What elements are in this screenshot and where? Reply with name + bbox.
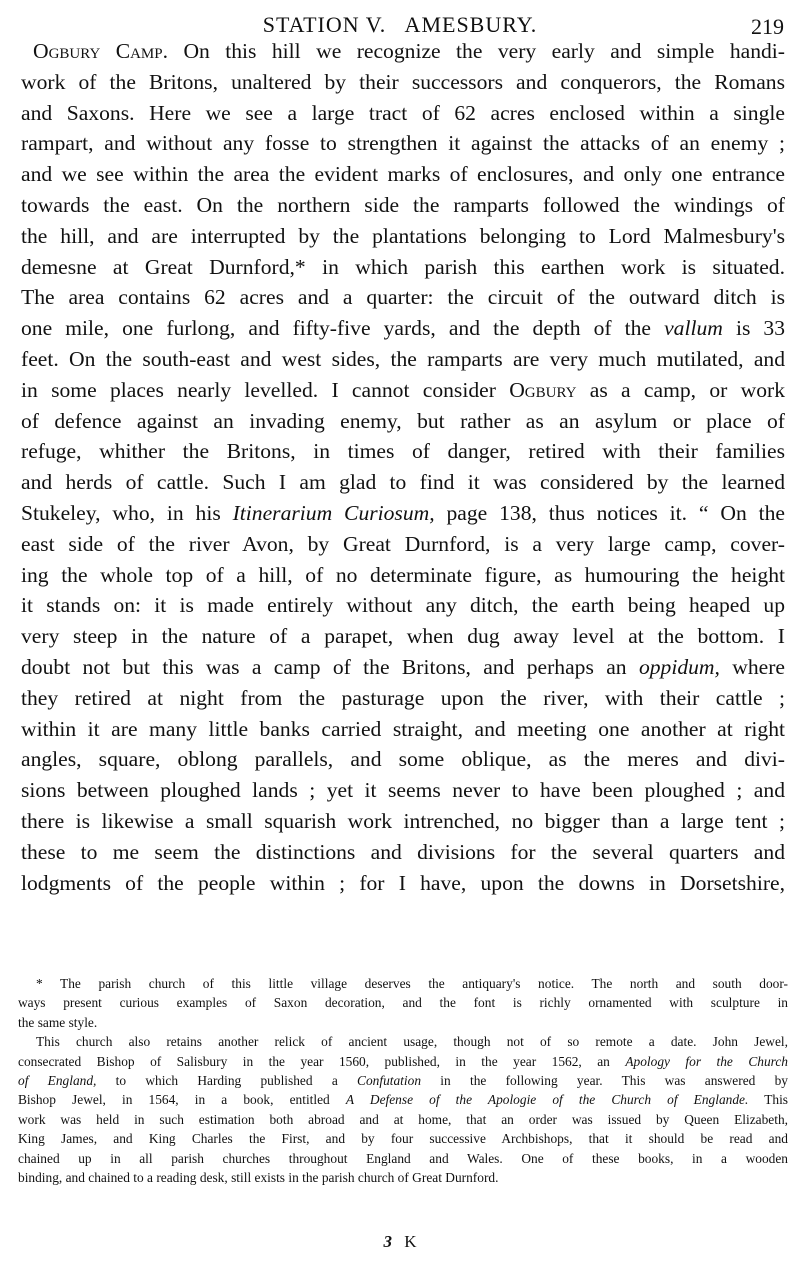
text-line <box>21 560 785 591</box>
page-number: 219 <box>751 14 784 39</box>
text-run: refuge, whither the Britons, in times of danger, retired with their families <box>21 439 785 464</box>
text-line <box>21 313 785 344</box>
text-line <box>21 282 785 313</box>
footnote-line <box>18 1032 788 1051</box>
footnote-line <box>18 1129 788 1148</box>
text-line <box>21 128 785 159</box>
main-text <box>21 36 785 898</box>
text-line <box>21 467 785 498</box>
text-line <box>21 683 785 714</box>
text-run: lodgments of the people within ; for I have, upon the downs in Dorsetshire, <box>21 870 785 895</box>
footnote-line <box>18 974 788 993</box>
italic-text: Itinerarium Curiosum, <box>232 500 435 525</box>
signature-number: 3 <box>383 1232 392 1251</box>
text-run: This church also retains another relick of ancient usage, though not of so remote a date. John Jewel, <box>36 1034 788 1050</box>
printer-signature <box>0 1232 800 1252</box>
text-run: towards the east. On the northern side the ramparts followed the windings of <box>21 192 785 217</box>
text-run: and we see within the area the evident marks of enclosures, and only one entrance <box>21 162 785 187</box>
text-run: it stands on: it is made entirely without any ditch, the earth being heaped up <box>21 593 785 618</box>
text-run: is 33 <box>722 316 786 341</box>
italic-text: of England, <box>18 1073 97 1089</box>
text-run: and Saxons. Here we see a large tract of 62 acres enclosed within a single <box>21 100 785 125</box>
text-line <box>21 868 785 899</box>
text-run: there is likewise a small squarish work intrenched, no bigger than a large tent ; <box>21 808 785 833</box>
text-line <box>21 590 785 621</box>
text-line <box>21 498 785 529</box>
text-run: within it are many little banks carried straight, and meeting one another at right <box>21 716 785 741</box>
text-line <box>21 375 785 406</box>
text-line <box>21 190 785 221</box>
text-line <box>21 98 785 129</box>
footnote-line <box>18 1090 788 1109</box>
text-run: binding, and chained to a reading desk, still exists in the parish church of Great Durnford. <box>18 1170 499 1186</box>
italic-text: Apology for the Church <box>625 1053 789 1069</box>
footnotes <box>18 974 788 1187</box>
footnote-line <box>18 1052 788 1071</box>
text-line <box>21 621 785 652</box>
text-line <box>21 806 785 837</box>
text-run: of defence against an invading enemy, but rather as an asylum or place of <box>21 408 785 433</box>
text-line <box>21 36 785 67</box>
text-run: Stukeley, who, in his <box>21 500 233 525</box>
text-line <box>21 837 785 868</box>
signature-letter: K <box>404 1232 417 1251</box>
text-run: sions between ploughed lands ; yet it seems never to have been ploughed ; and <box>21 778 785 803</box>
text-line <box>21 714 785 745</box>
text-run: feet. On the south-east and west sides, the ramparts are very much mutilated, and <box>21 346 785 371</box>
text-run: east side of the river Avon, by Great Durnford, is a very large camp, cover- <box>21 531 785 556</box>
text-run: doubt not but this was a camp of the Britons, and perhaps an <box>21 654 639 679</box>
text-run: in some places nearly levelled. I cannot consider <box>21 377 510 402</box>
text-run: On this hill we recognize the very early and simple handi- <box>168 39 785 63</box>
italic-text: vallum <box>664 316 723 341</box>
italic-text: A Defense of the Apologie of the Church of Englande. <box>345 1092 749 1108</box>
running-title: STATION V. AMESBURY. <box>262 12 538 37</box>
text-run: King James, and King Charles the First, and by four successive Archbishops, that it should be read and <box>18 1131 788 1147</box>
small-caps-text: Ogbury <box>509 377 577 402</box>
italic-text: oppidum, <box>638 654 720 679</box>
text-run: This <box>748 1092 789 1108</box>
text-run: consecrated Bishop of Salisbury in the year 1560, published, in the year 1562, an <box>18 1053 626 1069</box>
text-run: ways present curious examples of Saxon decoration, and the font is richly ornamented with sculpture in <box>18 995 788 1011</box>
text-run: in the following year. This was answered by <box>421 1073 788 1089</box>
footnote-line <box>18 1110 788 1129</box>
text-line <box>21 775 785 806</box>
footnote-line <box>18 993 788 1012</box>
text-run: one mile, one furlong, and fifty-five yards, and the depth of the <box>21 316 665 341</box>
text-line <box>21 529 785 560</box>
text-run: * The parish church of this little village deserves the antiquary's notice. The north and south door- <box>36 976 788 991</box>
small-caps-text: Ogbury Camp. <box>33 39 169 63</box>
text-run: The area contains 62 acres and a quarter: the circuit of the outward ditch is <box>21 285 785 310</box>
text-line <box>21 252 785 283</box>
text-run: work was held in such estimation both abroad and at home, that an order was issued by Queen Elizabeth, <box>18 1111 788 1127</box>
text-run: they retired at night from the pasturage upon the river, with their cattle ; <box>21 685 785 710</box>
italic-text: Confutation <box>357 1073 422 1089</box>
text-run: the same style. <box>18 1014 98 1030</box>
text-run: work of the Britons, unaltered by their successors and conquerors, the Romans <box>21 69 785 94</box>
text-line <box>21 159 785 190</box>
text-line <box>21 406 785 437</box>
text-run: angles, square, oblong parallels, and some oblique, as the meres and divi- <box>21 747 785 772</box>
text-line <box>21 652 785 683</box>
text-run: these to me seem the distinctions and divisions for the several quarters and <box>21 839 785 864</box>
text-run: where <box>719 654 786 679</box>
text-line <box>21 344 785 375</box>
text-run: very steep in the nature of a parapet, when dug away level at the bottom. I <box>21 624 785 649</box>
text-run: page 138, thus notices it. “ On the <box>434 500 786 525</box>
text-line <box>21 221 785 252</box>
footnote-line <box>18 1071 788 1090</box>
text-line <box>21 744 785 775</box>
footnote-line <box>18 1149 788 1168</box>
text-run: the hill, and are interrupted by the plantations belonging to Lord Malmesbury's <box>21 223 785 248</box>
text-line <box>21 436 785 467</box>
text-run: ing the whole top of a hill, of no determinate figure, as humouring the height <box>21 562 785 587</box>
text-run: demesne at Great Durnford,* in which parish this earthen work is situated. <box>21 254 785 279</box>
text-run: Bishop Jewel, in 1564, in a book, entitled <box>18 1092 346 1108</box>
text-run: chained up in all parish churches throughout England and Wales. One of these books, in a wooden <box>18 1150 788 1166</box>
text-run: as a camp, or work <box>576 377 785 402</box>
text-run: and herds of cattle. Such I am glad to find it was considered by the learned <box>21 470 785 495</box>
text-run: rampart, and without any fosse to strengthen it against the attacks of an enemy ; <box>21 131 785 156</box>
footnote-line <box>18 1168 788 1187</box>
text-line <box>21 67 785 98</box>
text-run: to which Harding published a <box>96 1073 358 1089</box>
footnote-line <box>18 1013 788 1032</box>
